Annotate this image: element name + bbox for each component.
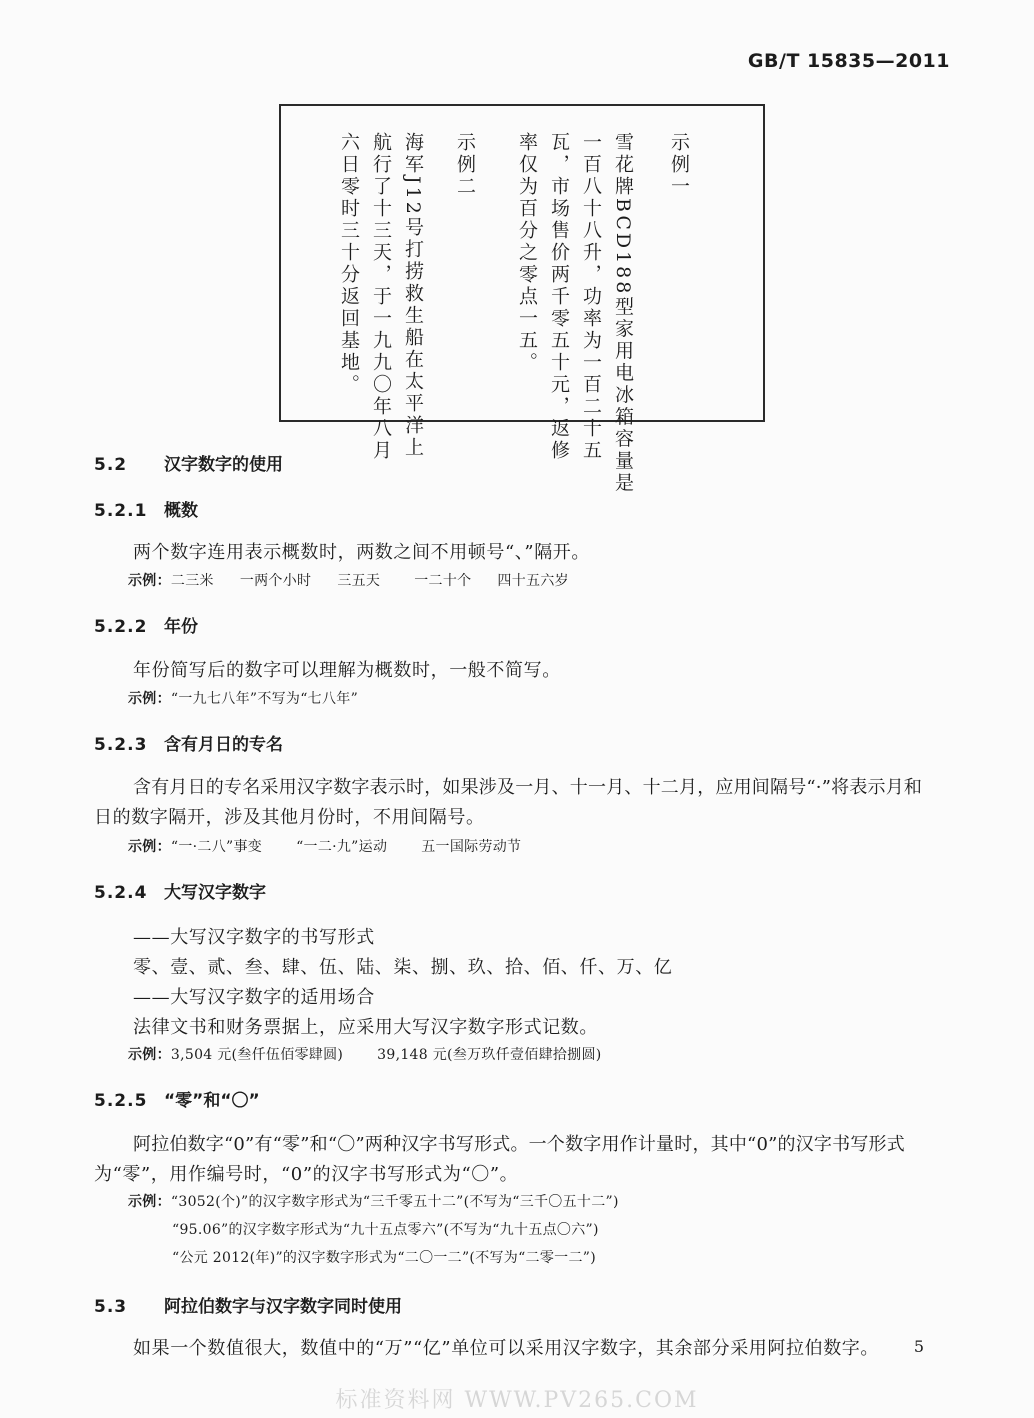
- example-line: [128, 1044, 628, 1064]
- vertical-col-5: 率仅为百分之零点一五。: [516, 132, 538, 374]
- example-item: 一两个小时: [239, 573, 312, 589]
- example-line: [128, 836, 547, 856]
- section-number: 5.2: [94, 455, 128, 475]
- example-item: 五一国际劳动节: [421, 839, 522, 855]
- section-title: 含有月日的专名: [164, 735, 283, 755]
- section-5-2-3-heading: [94, 730, 283, 755]
- paragraph: 年份简写后的数字可以理解为概数时，一般不简写。: [133, 660, 561, 681]
- example-item: “3052(个)”的汉字数字形式为“三千零五十二”(不写为“三千〇五十二”): [170, 1194, 619, 1210]
- vertical-col-3: 一百八十八升，功率为一百二十五: [580, 132, 602, 462]
- example-item: 一二十个: [414, 573, 472, 589]
- section-number: 5.3: [94, 1297, 128, 1317]
- vertical-col-2: 雪花牌BCD188型家用电冰箱容量是: [612, 132, 634, 495]
- section-title: 汉字数字的使用: [164, 455, 283, 475]
- example-item: “一九七八年”不写为“七八年”: [170, 691, 359, 707]
- section-5-2-4-heading: [94, 878, 266, 903]
- paragraph: 法律文书和财务票据上，应采用大写汉字数字形式记数。: [133, 1017, 598, 1038]
- example-label: 示例：: [128, 1194, 171, 1210]
- example-item: 39,148 元(叁万玖仟壹佰肆拾捌圆): [377, 1047, 602, 1063]
- paragraph-line-1: 阿拉伯数字“0”有“零”和“〇”两种汉字书写形式。一个数字用作计量时，其中“0”的汉字书写形式: [133, 1134, 905, 1155]
- vertical-example-box: [279, 104, 765, 495]
- vertical-col-4: 瓦，市场售价两千零五十元，返修: [548, 132, 570, 462]
- list-heading-writing-form: ——大写汉字数字的书写形式: [133, 927, 375, 948]
- vertical-col-9: 六日零时三十分返回基地。: [338, 132, 360, 396]
- example-item: “一二·九”运动: [296, 839, 388, 855]
- vertical-col-6: 示例二: [454, 132, 476, 198]
- paragraph-line-1: 含有月日的专名采用汉字数字表示时，如果涉及一月、十一月、十二月，应用间隔号“·”将表示月和: [133, 777, 923, 798]
- paragraph-line-2: 为“零”，用作编号时，“0”的汉字书写形式为“〇”。: [94, 1164, 519, 1185]
- example-label: 示例：: [128, 691, 171, 707]
- vertical-col-8: 航行了十三天，于一九九〇年八月: [370, 132, 392, 462]
- watermark: 标准资料网 WWW.PV265.COM: [335, 1388, 699, 1413]
- section-5-3-heading: [94, 1292, 402, 1317]
- example-item: 3,504 元(叁仟伍佰零肆圆): [170, 1047, 344, 1063]
- section-title: “零”和“〇”: [164, 1091, 260, 1111]
- example-item: 二三米: [170, 573, 214, 589]
- example-label: 示例：: [128, 573, 171, 589]
- section-title: 概数: [164, 501, 198, 521]
- page-number: 5: [913, 1337, 924, 1356]
- example-item: “一·二八”事变: [170, 839, 263, 855]
- section-title: 阿拉伯数字与汉字数字同时使用: [164, 1297, 402, 1317]
- uppercase-numerals-list: 零、壹、贰、叁、肆、伍、陆、柒、捌、玖、拾、佰、仟、万、亿: [133, 957, 673, 978]
- section-title: 大写汉字数字: [164, 883, 266, 903]
- vertical-col-1: 示例一: [668, 132, 690, 198]
- section-5-2-heading: [94, 450, 283, 475]
- section-number: 5.2.3: [94, 735, 148, 755]
- section-number: 5.2.4: [94, 883, 148, 903]
- example-line: [128, 570, 595, 590]
- section-title: 年份: [164, 617, 198, 637]
- section-number: 5.2.1: [94, 501, 148, 521]
- example-line: [128, 688, 358, 708]
- document-code: GB/T 15835—2011: [747, 50, 950, 72]
- section-5-2-5-heading: [94, 1086, 260, 1111]
- section-5-2-1-heading: [94, 496, 198, 521]
- example-label: 示例：: [128, 1047, 171, 1063]
- vertical-col-7: 海军J12号打捞救生船在太平洋上: [402, 132, 424, 459]
- example-line: [128, 1191, 619, 1211]
- example-line: “95.06”的汉字数字形式为“九十五点零六”(不写为“九十五点〇六”): [172, 1222, 599, 1238]
- section-5-2-2-heading: [94, 612, 198, 637]
- paragraph: 两个数字连用表示概数时，两数之间不用顿号“、”隔开。: [133, 542, 591, 563]
- example-item: 三五天: [337, 573, 381, 589]
- example-item: 四十五六岁: [497, 573, 569, 589]
- section-number: 5.2.5: [94, 1091, 148, 1111]
- paragraph-line-2: 日的数字隔开，涉及其他月份时，不用间隔号。: [94, 807, 485, 828]
- list-heading-usage: ——大写汉字数字的适用场合: [133, 987, 375, 1008]
- example-line: “公元 2012(年)”的汉字数字形式为“二〇一二”(不写为“二零一二”): [172, 1250, 596, 1266]
- example-label: 示例：: [128, 839, 171, 855]
- paragraph: 如果一个数值很大，数值中的“万”“亿”单位可以采用汉字数字，其余部分采用阿拉伯数字。: [133, 1338, 880, 1359]
- section-number: 5.2.2: [94, 617, 148, 637]
